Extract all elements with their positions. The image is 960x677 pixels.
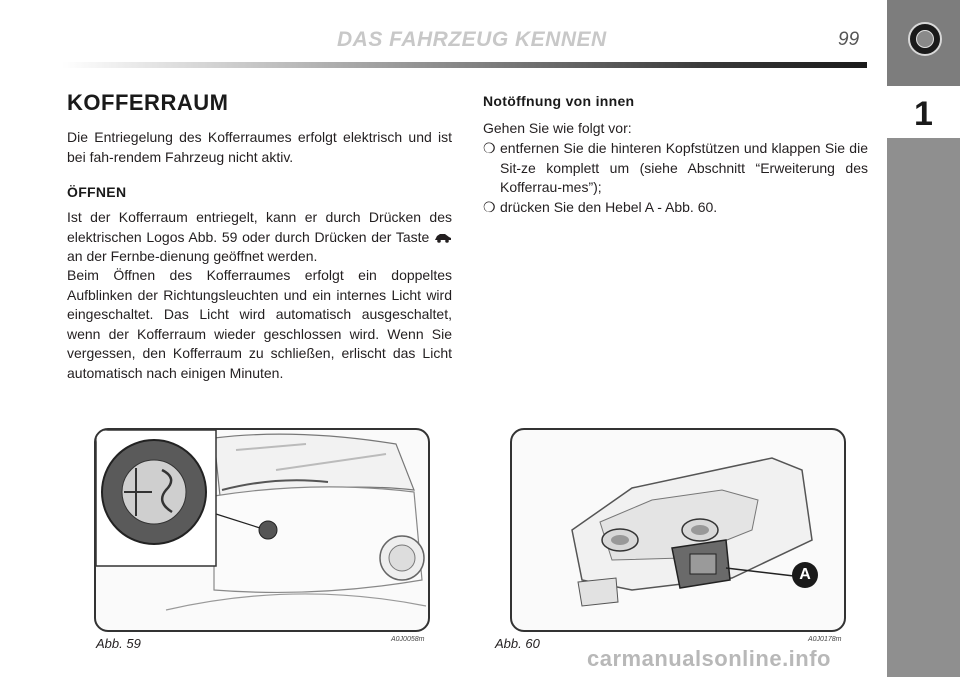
- figure-60-caption: Abb. 60: [495, 636, 540, 651]
- opening-paragraph: [67, 208, 452, 267]
- procedure-step-1: [483, 139, 868, 199]
- watermark: carmanualsonline.info: [587, 646, 831, 671]
- header-rule: [62, 62, 867, 68]
- subheading-notoeffnung: Notöffnung von innen: [483, 93, 635, 109]
- section-heading-kofferraum: KOFFERRAUM: [67, 90, 229, 115]
- intro-paragraph: Die Entriegelung des Kofferraumes erfolgt elektrisch und ist bei fah-rendem Fahrzeug nicht aktiv.: [67, 129, 452, 165]
- chapter-number: 1: [887, 86, 960, 138]
- opening-text-part1: Ist der Kofferraum entriegelt, kann er durch Drücken des elektrischen Logos Abb. 59 oder durch Drücken der Taste: [67, 209, 452, 245]
- procedure-step-1-text: entfernen Sie die hinteren Kopfstützen und klappen Sie die Sit-ze komplett um (siehe Abschnitt “Erweiterung des Kofferrau-mes”);: [500, 140, 868, 195]
- subheading-oeffnen: ÖFFNEN: [67, 184, 127, 200]
- procedure-step-2: [483, 198, 868, 218]
- figure-60-code: A0J0178m: [808, 636, 842, 643]
- alfa-romeo-logo-icon: [908, 22, 942, 56]
- figure-60-emergency-lever: [510, 428, 846, 632]
- running-header-title: DAS FAHRZEUG KENNEN: [337, 28, 607, 51]
- lever-illustration: [512, 430, 844, 630]
- figure-59-trunk-logo: [94, 428, 430, 632]
- page-number: 99: [838, 29, 860, 50]
- figure-59-code: A0J0058m: [391, 636, 425, 643]
- trunk-rear-illustration: [96, 430, 428, 630]
- callout-a: A: [792, 562, 818, 588]
- bullet-mark: ❍: [483, 199, 496, 215]
- car-key-button-icon: [434, 232, 452, 243]
- procedure-intro: Gehen Sie wie folgt vor:: [483, 120, 632, 136]
- opening-text-part2: an der Fernbe-dienung geöffnet werden.: [67, 248, 318, 264]
- figure-59-caption: Abb. 59: [96, 636, 141, 651]
- bullet-mark: ❍: [483, 140, 496, 156]
- procedure-step-2-text: drücken Sie den Hebel A - Abb. 60.: [500, 199, 718, 215]
- light-paragraph: Beim Öffnen des Kofferraumes erfolgt ein doppeltes Aufblinken der Richtungsleuchten und ein internes Licht wird eingeschaltet. Das Licht wird automatisch ausgeschaltet, wenn der Kofferraum wieder geschlossen wird. Wenn Sie vergessen, den Kofferraum zu schließen, erlischt das Licht automatisch nach einigen Minuten.: [67, 267, 452, 381]
